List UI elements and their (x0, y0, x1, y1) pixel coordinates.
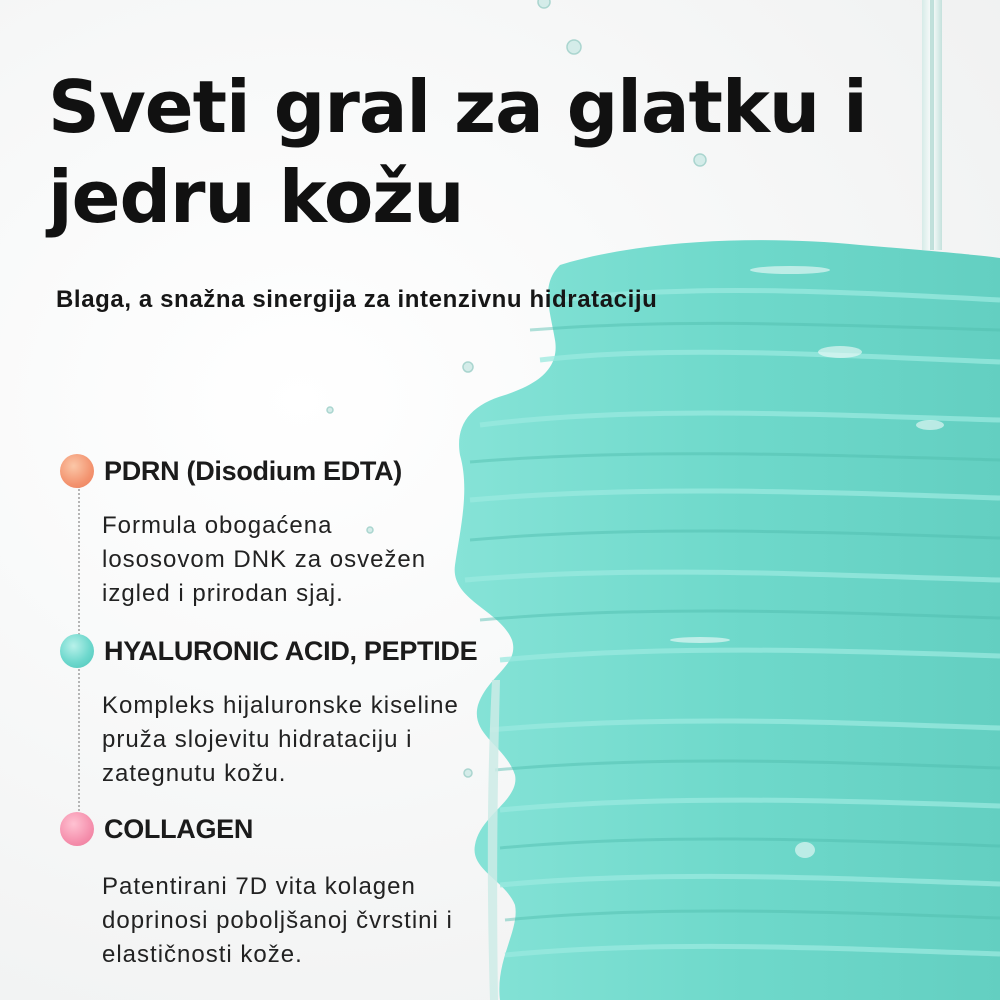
ingredient-description-hyaluronic (102, 689, 532, 791)
ingredient-description-pdrn (102, 509, 532, 611)
pink-bubble-icon (60, 812, 94, 846)
description-line: Formula obogaćena (102, 512, 333, 539)
headline-line-2: jedru kožu (48, 155, 464, 239)
description-line: pruža slojevitu hidrataciju i (102, 726, 413, 753)
teal-bubble-icon (60, 634, 94, 668)
description-line: elastičnosti kože. (102, 941, 303, 968)
headline (48, 62, 948, 242)
description-line: izgled i prirodan sjaj. (102, 580, 344, 607)
description-line: Kompleks hijaluronske kiseline (102, 692, 459, 719)
description-line: zategnutu kožu. (102, 760, 287, 787)
ingredient-title-hyaluronic: HYALURONIC ACID, PEPTIDE (104, 636, 478, 666)
subtitle: Blaga, a snažna sinergija za intenzivnu hidrataciju (56, 286, 658, 313)
description-line: lososovom DNK za osvežen (102, 546, 427, 573)
ingredient-title-collagen: COLLAGEN (104, 814, 254, 844)
peach-bubble-icon (60, 454, 94, 488)
headline-line-1: Sveti gral za glatku i (48, 65, 867, 149)
ingredient-title-pdrn: PDRN (Disodium EDTA) (104, 456, 402, 486)
description-line: Patentirani 7D vita kolagen (102, 873, 416, 900)
description-line: doprinosi poboljšanoj čvrstini i (102, 907, 453, 934)
ingredient-description-collagen (102, 870, 532, 972)
